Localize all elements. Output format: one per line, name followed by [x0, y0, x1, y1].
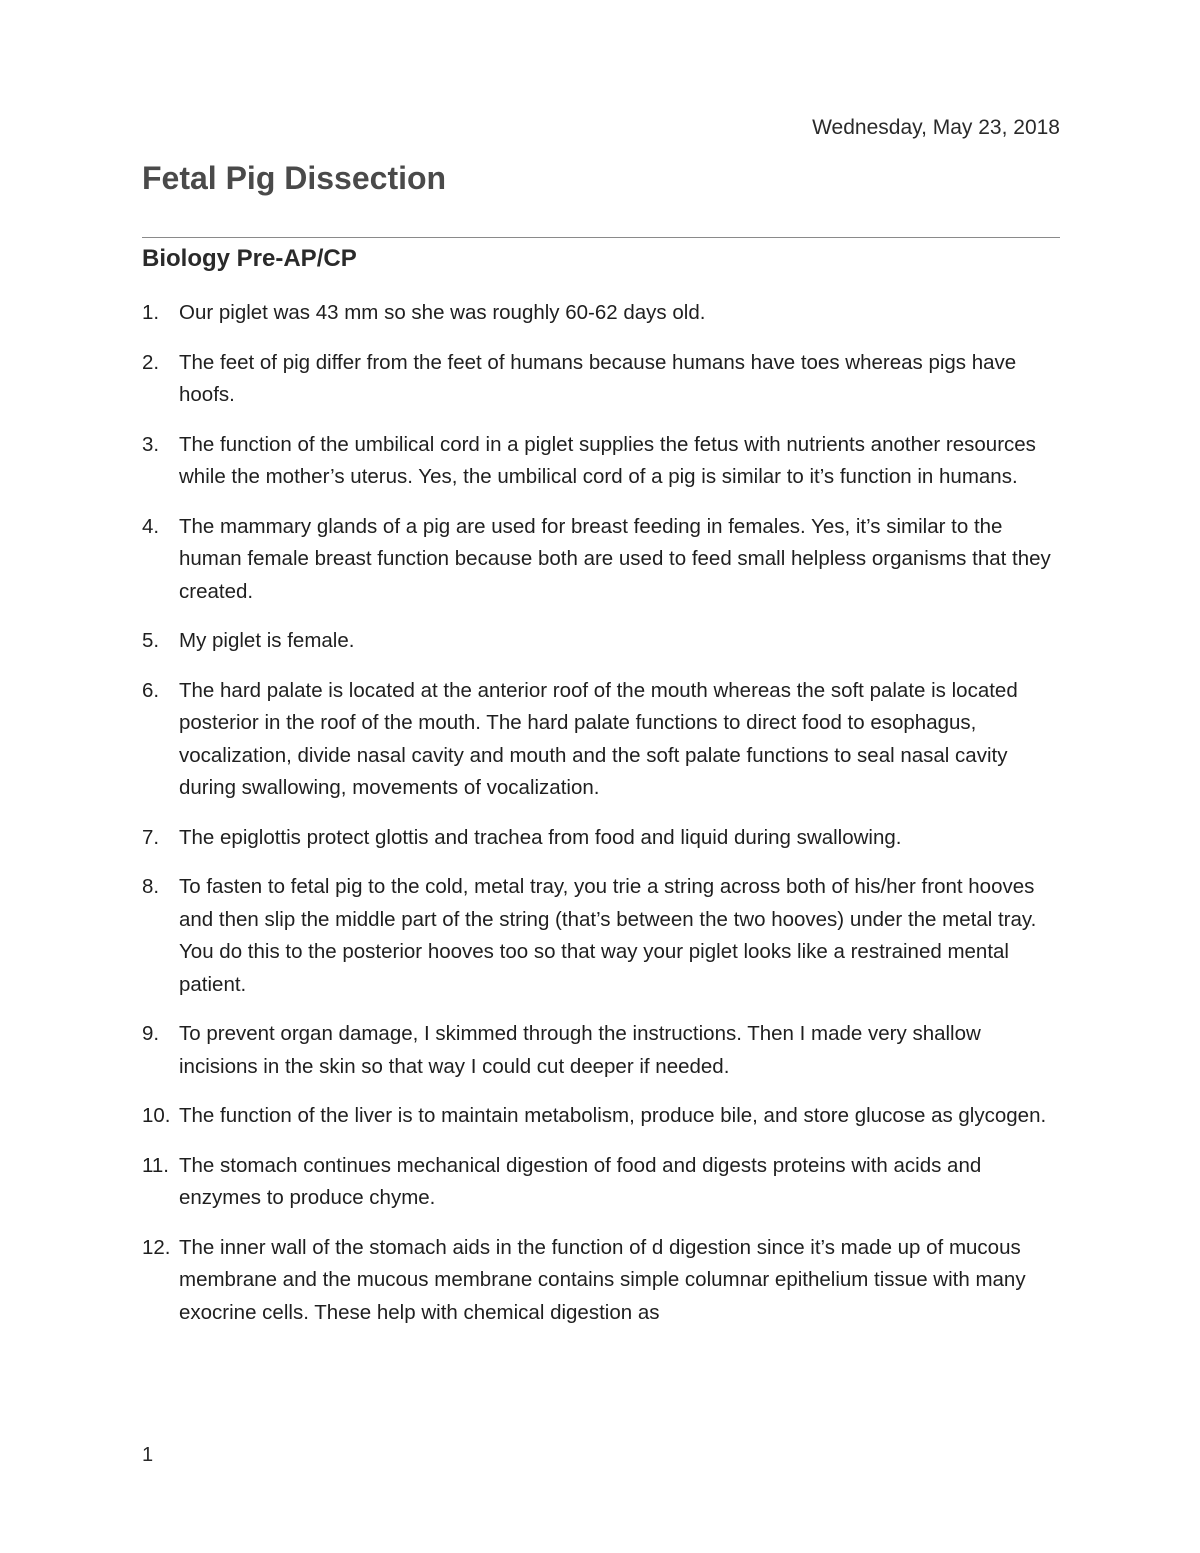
answer-number: 11. [142, 1153, 169, 1177]
answer-item-9 [142, 1018, 1060, 1083]
answer-number: 10. [142, 1104, 171, 1127]
answer-item-11 [142, 1150, 1060, 1215]
answer-item-2 [142, 347, 1060, 412]
answer-item-3 [142, 429, 1060, 494]
answer-text: The stomach continues mechanical digestion of food and digests proteins with acids and enzymes to produce chyme. [179, 1153, 982, 1209]
answer-number: 6. [142, 678, 160, 702]
answer-text: The function of the liver is to maintain metabolism, produce bile, and store glucose as glycogen. [179, 1104, 1047, 1127]
answer-number: 1. [142, 301, 160, 324]
answer-item-5 [142, 625, 1060, 658]
answer-number: 2. [142, 350, 160, 374]
answer-list [142, 297, 1060, 1346]
answer-item-1 [142, 297, 1060, 330]
answer-item-12 [142, 1232, 1060, 1330]
title-divider [142, 237, 1060, 238]
answer-text: The inner wall of the stomach aids in the function of d digestion since it’s made up of mucous membrane and the mucous membrane contains simple columnar epithelium tissue with many exocrine cells. These help with chemical digestion as [179, 1235, 1026, 1324]
answer-text: To fasten to fetal pig to the cold, metal tray, you trie a string across both of his/her front hooves and then slip the middle part of the string (that’s between the two hooves) under the metal tray. You do this to the posterior hooves too so that way your piglet looks like a restrained mental patient. [179, 875, 1037, 996]
answer-number: 4. [142, 514, 160, 538]
answer-text: To prevent organ damage, I skimmed through the instructions. Then I made very shallow incisions in the skin so that way I could cut deeper if needed. [179, 1022, 981, 1078]
document-subtitle: Biology Pre-AP/CP [142, 245, 357, 272]
answer-item-10 [142, 1100, 1060, 1133]
answer-item-7 [142, 822, 1060, 855]
answer-text: Our piglet was 43 mm so she was roughly 60-62 days old. [179, 301, 706, 324]
answer-number: 7. [142, 825, 160, 849]
answer-item-4 [142, 511, 1060, 609]
answer-number: 8. [142, 875, 160, 898]
answer-text: The mammary glands of a pig are used for breast feeding in females. Yes, it’s similar to the human female breast function because both are used to feed small helpless organisms that they created. [179, 514, 1051, 603]
document-date: Wednesday, May 23, 2018 [812, 116, 1060, 139]
answer-item-6 [142, 675, 1060, 805]
answer-item-8 [142, 871, 1060, 1001]
answer-number: 5. [142, 629, 160, 652]
answer-text: The hard palate is located at the anterior roof of the mouth whereas the soft palate is located posterior in the roof of the mouth. The hard palate functions to direct food to esophagus, vocalization, divide nasal cavity and mouth and the soft palate functions to seal nasal cavity during swallowing, movements of vocalization. [179, 678, 1018, 799]
page-number: 1 [142, 1444, 154, 1466]
answer-text: The feet of pig differ from the feet of humans because humans have toes whereas pigs have hoofs. [179, 350, 1017, 406]
answer-text: The function of the umbilical cord in a piglet supplies the fetus with nutrients another resources while the mother’s uterus. Yes, the umbilical cord of a pig is similar to it’s function in humans. [179, 432, 1036, 488]
answer-number: 3. [142, 432, 160, 456]
answer-number: 12. [142, 1235, 171, 1259]
answer-text: My piglet is female. [179, 629, 355, 652]
answer-text: The epiglottis protect glottis and trachea from food and liquid during swallowing. [179, 825, 902, 849]
document-title: Fetal Pig Dissection [142, 160, 447, 196]
answer-number: 9. [142, 1022, 160, 1045]
